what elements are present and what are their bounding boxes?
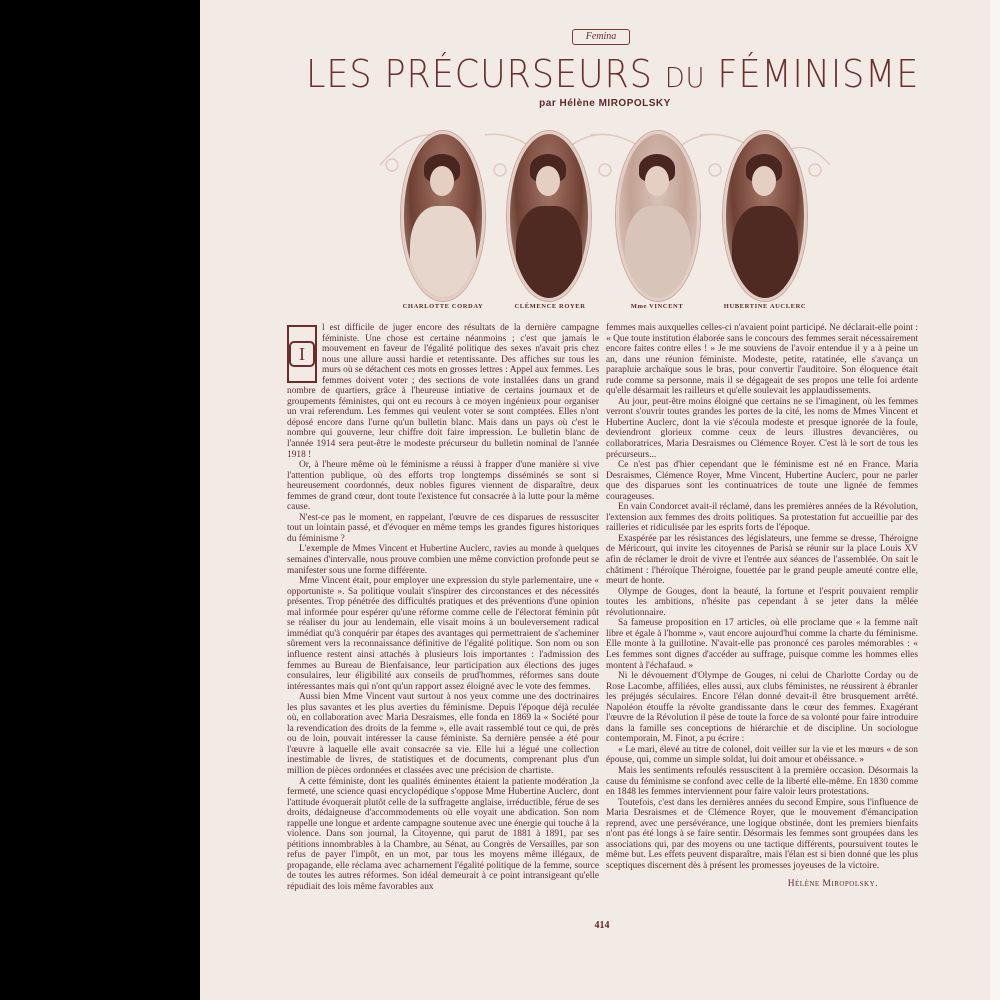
portrait-hubertine-auclerc (723, 131, 807, 301)
title-part-3: FÉMINISME (717, 52, 920, 96)
article-left-column (287, 323, 599, 893)
paragraph: Or, à l'heure même où le féminisme a réussi à frapper d'une manière si vive l'attention publique, où des efforts trop longtemps disséminés se sont si heureusement coordonnés, deux nobles figures viennent de disparaître, deux femmes de grand cœur, dont toute l'existence fut consacrée à la lutte pour la même cause. (287, 460, 599, 513)
page-edge (990, 0, 1000, 1000)
paragraph: En vain Condorcet avait-il réclamé, dans les premières années de la Révolution, l'extension aux femmes des droits politiques. Sa protestation fut accueillie par des railleries et ridiculisée par les esprits forts de l'époque. (606, 502, 918, 534)
paragraph: Toutefois, c'est dans les dernières années du second Empire, sous l'influence de Maria Desraismes et de Clémence Royer, que le mouvement d'émancipation reprend, avec une persévérance, une logique obstinée, dont les premiers bienfaits n'ont pas été longs à se faire sentir. Désormais les femmes sont groupées dans les associations qui, par des moyens ou une tactique différents, poursuivent toutes le même but. Les effets peuvent disparaître, mais l'élan est si bien donné que les plus sceptiques discernent dès à présent les promesses joyeuses de la victoire. (606, 797, 918, 871)
portrait-clemence-royer (507, 131, 591, 301)
article-right-column (606, 323, 918, 890)
caption-mme-vincent: Mme VINCENT (630, 303, 684, 310)
paragraph: Exaspérée par les résistances des législateurs, une femme se dresse, Théroigne de Méricourt, qui invite les citoyennes de Parisà se réunir sur la place Louis XV afin de réclamer le droit de vivre et l'entrée aux séances de l'assemblée. On sait le châtiment : l'héroïque Théroigne, fouettée par le grand peuple ameuté contre elle, meurt de honte. (606, 533, 918, 587)
portrait-charlotte-corday (401, 131, 485, 301)
title-part-1: LES PRÉCURSEURS (306, 52, 653, 96)
black-margin (0, 0, 200, 1000)
drop-cap: I (287, 325, 317, 383)
paragraph: Aussi bien Mme Vincent vaut surtout à nos yeux comme une des doctrinaires les plus savantes et les plus averties du féminisme. Depuis l'époque déjà reculée où, en collaboration avec Maria Desraismes, elle fonda en 1869 la « Société pour la revendication des droits de la femme », elle avait rassemblé tout ce qui, de près ou de loin, pouvait intéresser la cause féministe. Sa dernière pensée a été pour l'œuvre à laquelle elle avait consacrée sa vie. Elle lui a légué une collection inestimable de livres, de statistiques et de documents, comprenant plus d'un million de pièces ordonnées et classées avec une précision de chartiste. (287, 692, 599, 776)
caption-charlotte-corday: CHARLOTTE CORDAY (402, 303, 484, 310)
paragraph: L'exemple de Mmes Vincent et Hubertine Auclerc, ravies au monde à quelques semaines d'intervalle, nous prouve combien une même conviction profonde peut se manifester sous une forme différente. (287, 544, 599, 576)
paragraph: Mais les sentiments refoulés ressuscitent à la première occasion. Désormais la cause du féminisme se confond avec celle de la liberté elle-même. En 1830 comme en 1848 les femmes interviennent pour faire valoir leurs protestations. (606, 765, 918, 798)
caption-clemence-royer: CLÉMENCE ROYER (514, 303, 586, 310)
paragraph: l est difficile de juger encore des résultats de la dernière campagne féministe. Une chose est certaine néanmoins ; c'est que jamais le mouvement en faveur de l'égalité politique des sexes n'avait pris chez nous une allure aussi hardie et retentissante. Des affiches sur tous les murs où se détachent ces mots en grosses lettres : Appel aux femmes. Les femmes doivent voter ; des sections de vote installées dans un grand nombre de quartiers, grâce à l'heureuse intiative de certains journaux et de groupements féministes, qui ont eu recours à ce moyen ingénieux pour organiser un vrai referendum. Les femmes qui veulent voter se sont comptées. Elles n'ont déposé encore dans l'urne qu'un bulletin blanc. Mais dans un pays où c'est le nombre qui gouverne, leur chiffre doit faire impression. Le bulletin blanc de l'année 1914 sera peut-être le modeste précurseur du bulletin nominal de l'année 1918 ! (287, 323, 599, 460)
caption-hubertine-auclerc: HUBERTINE AUCLERC (723, 303, 807, 310)
paragraph: Au jour, peut-être moins éloigné que certains ne se l'imaginent, où les femmes verront s'ouvrir toutes grandes les portes de la cité, les noms de Mmes Vincent et Hubertine Auclerc, dont la vie s'écoula modeste et presque ignorée de la foule, deviendront glorieux comme ceux de leurs illustres devancières, ou collaboratrices, Maria Desraismes ou Clémence Royer. C'est là le sort de tous les précurseurs... (606, 396, 918, 460)
portrait-mme-vincent (616, 131, 700, 301)
byline: par Hélène MIROPOLSKY (539, 98, 671, 109)
paragraph: femmes mais auxquelles celles-ci n'avaient point participé. Ne déclarait-elle point : « Que toute institution élaborée sans le concours des femmes serait nécessairement encore faites contre elles ! » Je me souviens de l'avoir entendue il y a à peine un an, dans une réunion féministe. Modeste, petite, ratatinée, elle s'avança un parapluie archaïque sous le bras, pour convertir l'auditoire. Son éloquence était rude comme sa personne, mais il se dégageait de ses propos une telle foi ardente qu'elle désarmait les railleurs et qu'elle soulevait les applaudissements. (606, 323, 918, 397)
paragraph: Olympe de Gouges, dont la beauté, la fortune et l'esprit pouvaient remplir toutes les ambitions, n'hésite pas cependant à se jeter dans la mêlée révolutionnaire. (606, 586, 918, 618)
paragraph: Ce n'est pas d'hier cependant que le féminisme est né en France. Maria Desraismes, Clémence Royer, Mme Vincent, Hubertine Auclerc, pour ne parler que des disparues sont les continuatrices de toute une lignée de femmes courageuses. (606, 460, 918, 502)
author-signature: Hélène Miropolsky. (787, 879, 878, 890)
paragraph: Mme Vincent était, pour employer une expression du style parlementaire, une « opportuniste ». Sa politique voulait s'inspirer des circonstances et des nécessités présentes. Trop pénétrée des difficultés pratiques et des préventions d'une opinion mal informée pour espérer qu'une réforme comme celle de l'électorat féminin pût se réaliser du jour au lendemain, elle visait moins à un bouleversement radical immédiat qu'à conquérir par étapes des avantages qui permettraient de s'acheminer sûrement vers la reconnaissance définitive de l'égalité politique. Son nom ou son influence restent ainsi attachés à plusieurs lois importantes : l'admission des femmes au Bureau de Bienfaisance, leur participation aux élections des juges consulaires, leur éligibilité aux conseils de prud'hommes, réformes sans doute intéressantes mais qui n'ont qu'un rapport assez éloigné avec le vote des femmes. (287, 576, 599, 692)
paragraph: Sa fameuse proposition en 17 articles, où elle proclame que « la femme naît libre et égale à l'homme », vaut encore aujourd'hui comme la charte du féminisme. Elle monte à la guillotine. N'avait-elle pas prononcé ces paroles mémorables : « Les femmes sont dignes d'accéder au suffrage, puisque comme les hommes elles montent à l'échafaud. » (606, 618, 918, 671)
title-part-2: DU (664, 61, 706, 94)
paragraph: N'est-ce pas le moment, en rappelant, l'œuvre de ces disparues de ressusciter tout un lointain passé, et d'évoquer en même temps les grandes figures historiques du féminisme ? (287, 512, 599, 544)
page-number: 414 (594, 920, 610, 931)
femina-logo: Femina (572, 29, 630, 45)
article-title (306, 52, 920, 96)
paragraph: Ni le dévouement d'Olympe de Gouges, ni celui de Charlotte Corday ou de Rose Lacombe, affiliées, elles aussi, aux clubs féministes, ne réussirent à ébranler les préjugés séculaires. Encore l'élan donné devait-il être brusquement arrêté. Napoléon étouffe la révolte grandissante dans le cœur des femmes. Exagérant l'œuvre de la Révolution il pèse de toute la force de sa volonté pour faire introduire dans la famille ses conceptions de hiérarchie et de discipline. Un sociologue contemporain, M. Finot, a pu écrire : (606, 671, 918, 745)
paragraph: A cette féministe, dont les qualités éminentes étaient la patiente modération ,la fermeté, une science quasi encyclopédique s'oppose Mme Hubertine Auclerc, dont l'attitude évoquerait plutôt celle de la suffragette anglaise, irréductible, férue de ses droits, dédaigneuse d'accommodements où elle voyait une abdication. Son nom rappelle une longue et ardente campagne soutenue avec une énergie qui touche à la violence. Dans son journal, la Citoyenne, qui parut de 1881 à 1891, par ses pétitions innombrables à la Chambre, au Sénat, au Congrès de Versailles, par son refus de payer l'impôt, en un mot, par tous les moyens même illégaux, de propagande, elle réclama avec acharnement l'égalité politique de la femme, source de toutes les autres réformes. Son idéal demeurait à ce point intransigeant qu'elle répudiait des lois même favorables aux (287, 776, 599, 892)
quotation: « Le mari, élevé au titre de colonel, doit veiller sur la vie et les mœurs « de son épouse, qui, comme un simple soldat, lui doit amour et obéissance. » (606, 744, 918, 766)
